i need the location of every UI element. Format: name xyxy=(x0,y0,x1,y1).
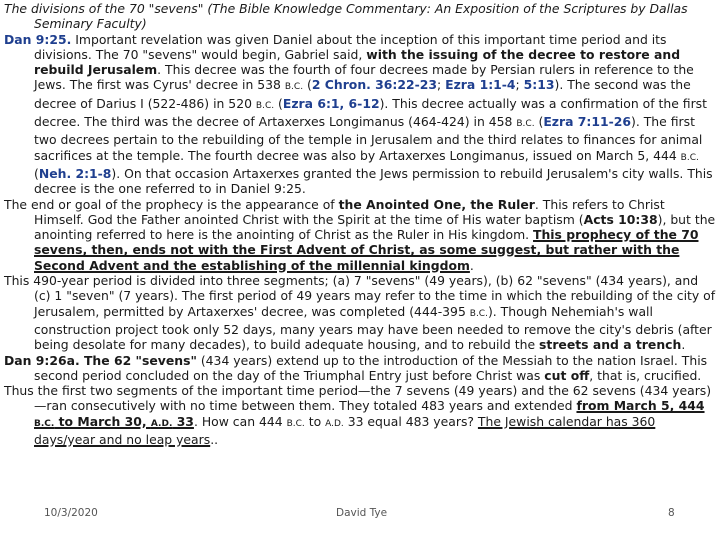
bold-heading: Dan 9:26a. The 62 "sevens" xyxy=(4,352,197,368)
text-run: ), but the anointing referred to here is the anointing of Christ as the Ruler in His kingdom. xyxy=(34,211,716,243)
footer-date: 10/3/2020 xyxy=(44,507,98,519)
scripture-ref-bold: Acts 10:38 xyxy=(583,211,658,227)
text-run: ). The first two decrees pertain to the rebuilding of the temple in Jerusalem and the third relates to finances for animal sacrifices at the temple. The fourth decree was also by Artaxerxes Longimanus, issued on March 5, 444 xyxy=(34,114,703,163)
era-abbrev: B.C. xyxy=(680,152,699,163)
text-run: .. xyxy=(210,432,219,448)
text-run: ). The second was the decree of Darius I (522-486) in 520 xyxy=(34,77,691,111)
text-run: (434 years) extend up to the introduction of the Messiah to the nation Israel. This second period concluded on the day of the Triumphal Entry just before Christ was xyxy=(34,352,708,383)
paragraph-dan-9-26a xyxy=(4,353,716,384)
text-run: ( xyxy=(34,165,39,181)
text-run: ). This decree actually was a confirmation of the first decree. The third was the decree of Artaxerxes Longimanus (464-424) in 458 xyxy=(34,95,707,130)
scripture-link[interactable]: Ezra 7:11-26 xyxy=(543,114,632,130)
intro-citation: The divisions of the 70 "sevens" (The Bible Knowledge Commentary: An Exposition of the Scriptures by Dallas Seminary Faculty) xyxy=(4,1,688,32)
text-run: to xyxy=(304,413,326,429)
scripture-link[interactable]: Ezra 6:1, 6-12 xyxy=(282,95,380,111)
footer-author: David Tye xyxy=(336,507,388,519)
text-run: from March 5, 444 xyxy=(576,398,705,414)
era-abbrev: B.C. xyxy=(255,100,275,111)
bold-phrase: with the issuing of the decree to restore and rebuild Jerusalem xyxy=(34,46,681,78)
text-run: 33 xyxy=(172,413,194,429)
text-run: Thus the first two segments of the important time period—the 7 sevens (49 years) and the 62 sevens (434 years)—ran consecutively with no time between them. They totaled 483 years and extended xyxy=(4,383,712,414)
paragraph-490-years xyxy=(4,273,716,352)
text-run: to March 30, xyxy=(54,413,151,429)
text-run: , that is, crucified. xyxy=(589,367,702,383)
text-run: . xyxy=(681,337,686,353)
verse-reference: Dan 9:25. xyxy=(4,31,72,47)
era-abbrev: B.C. xyxy=(284,82,304,93)
era-abbrev: B.C. xyxy=(516,119,535,130)
text-run: . How can 444 xyxy=(193,413,287,429)
text-run: Important revelation was given Daniel about the inception of this important time period and its divisions. The 70 "sevens" would begin, Gabriel said, xyxy=(34,31,667,62)
era-abbrev: B.C. xyxy=(469,308,488,319)
paragraph-483-years xyxy=(4,383,716,447)
bold-phrase: cut off xyxy=(544,367,590,383)
text-run: ( xyxy=(274,95,283,111)
scripture-link[interactable]: Ezra 1:1-4 xyxy=(445,77,516,93)
scripture-link[interactable]: 5:13 xyxy=(523,77,555,93)
text-run: ; xyxy=(515,77,524,93)
bold-phrase: streets and a trench xyxy=(539,337,682,353)
text-run: . This refers to Christ Himself. God the Father anointed Christ with the Spirit at the time of His water baptism ( xyxy=(34,196,665,227)
era-abbrev: B.C. xyxy=(286,418,305,429)
text-run: 33 equal 483 years? xyxy=(343,413,478,429)
text-run: ; xyxy=(436,77,446,93)
text-run: ( xyxy=(534,114,544,130)
era-abbrev: B.C. xyxy=(34,418,55,429)
scripture-link[interactable]: Neh. 2:1-8 xyxy=(38,165,112,181)
text-run: . xyxy=(469,257,474,273)
scripture-link[interactable]: 2 Chron. 36:22-23 xyxy=(311,77,437,93)
paragraph-anointed-one xyxy=(4,197,716,273)
paragraph-dan-9-25 xyxy=(4,32,716,197)
text-run: The end or goal of the prophecy is the appearance of xyxy=(4,196,339,212)
text-run: . This decree was the fourth of four decrees made by Persian rulers in reference to the Jews. The first was Cyrus' decree in 538 xyxy=(34,62,694,93)
slide-content xyxy=(4,1,716,447)
underlined-phrase: This prophecy of the 70 sevens, then, ends not with the First Advent of Christ, as some suggest, but rather with the Second Advent and the establishing of the millennial kingdom xyxy=(34,227,699,273)
underlined-phrase: The Jewish calendar has 360 days/year and no leap years xyxy=(34,413,656,448)
era-abbrev: A.D. xyxy=(325,418,344,429)
text-run: ). Though Nehemiah's wall construction project took only 52 days, many years may have been needed to remove the city's debris (after being desolate for many decades), to build adequate housing, and to rebuild the xyxy=(34,303,712,353)
bold-phrase: the Anointed One, the Ruler xyxy=(338,196,535,212)
footer-page-number: 8 xyxy=(668,507,675,519)
text-run: ). On that occasion Artaxerxes granted the Jews permission to rebuild Jerusalem's city walls. This decree is the one referred to in Daniel 9:25. xyxy=(34,165,713,197)
era-abbrev: A.D. xyxy=(150,418,173,429)
text-run: This 490-year period is divided into three segments; (a) 7 "sevens" (49 years), (b) 62 "sevens" (434 years), and (c) 1 "seven" (7 years). The first period of 49 years may refer to the time in which the rebuilding of the city of Jerusalem, permitted by Artaxerxes' decree, was completed (444-395 xyxy=(4,273,716,319)
text-run: ( xyxy=(303,77,312,93)
